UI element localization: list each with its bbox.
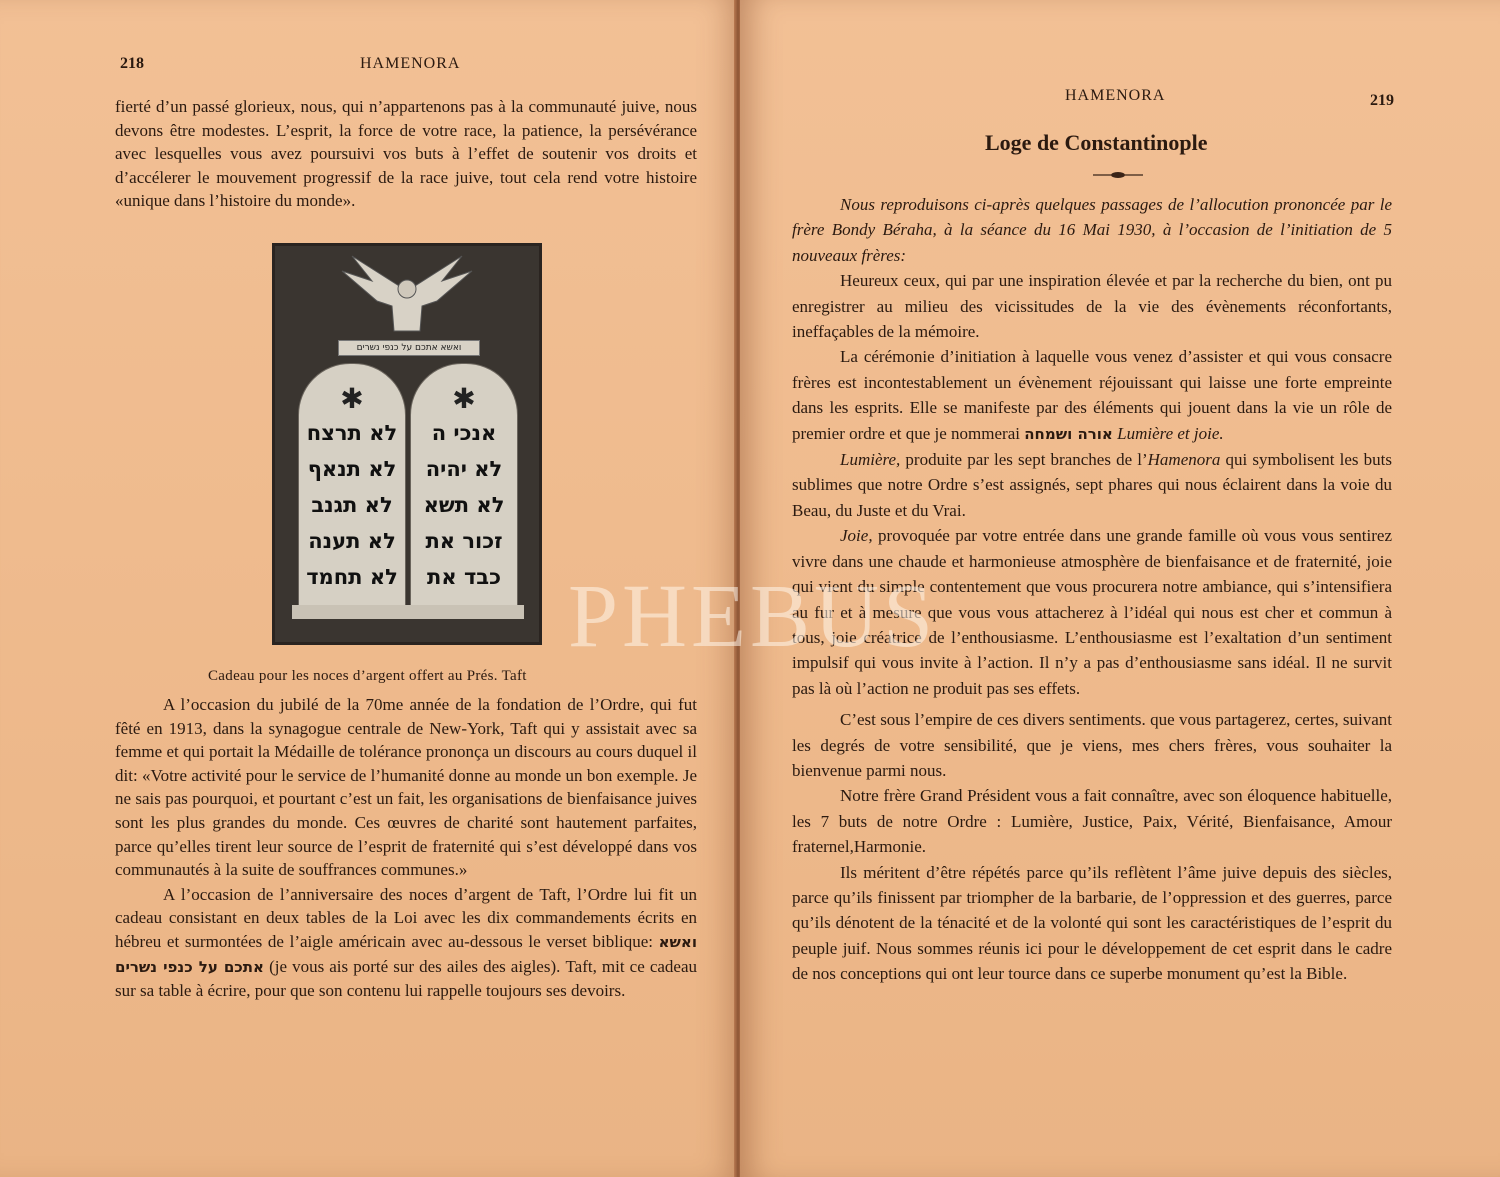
verse-banner: ואשא אתכם על כנפי נשרים: [338, 340, 480, 356]
star-icon: ✱: [340, 384, 364, 415]
italic-text: Hamenora: [1147, 450, 1221, 470]
page-number-right: 219: [1370, 92, 1394, 109]
commandment-line: לא תנאף: [307, 457, 397, 481]
paragraph: Ils méritent d’être répétés parce qu’ils reflètent l’âme juive depuis des siècles, parce qu’ils finissent par triompher de la barbarie, de l’oppression et des guerres, parce qu’ils dénotent de la ténacité et de la volonté qui sont les caractéristiques de l’esprit du peuple juif. Nous sommes réunis ici pour le développement de cet esprit dans le cadre de nos conceptions qui ont leur tource dans ce superbe monument qu’est la Bible.: [792, 862, 1392, 984]
left-column-top: [115, 95, 697, 213]
section-title: Loge de Constantinople: [985, 130, 1208, 155]
hebrew-verse: ואשא אתכם על כנפי נשרים: [115, 932, 697, 976]
page-number-left: 218: [120, 55, 144, 72]
ornament-icon: [1093, 170, 1143, 180]
italic-text: Joie,: [840, 526, 873, 546]
commandment-line: לא תגנב: [311, 493, 393, 517]
running-head-right: HAMENORA: [1065, 87, 1166, 104]
text-run: provoquée par votre entrée dans une grande famille où vous vous sentirez vivre dans une chaude et harmonieuse atmosphère de bienfaisance et de fraternité, joie qui vient du simple contentement que vous procurera notre ambiance, qui s’intensifiera au fur et à mesure que vous vous attacherez à l’idéal qui nous est cher et commun à tous, joie créatrice de l’enthousiasme. L’enthousiasme est l’exaltation d’un sentiment impulsif qui vous invite à l’action. Il n’y a pas d’enthousiasme sans idéal. Il ne survit pas là où l’action ne produit pas ses effets.: [792, 526, 1393, 698]
tablets-photograph: [272, 243, 542, 645]
text-run: La cérémonie d’initiation à laquelle vous venez d’assister et qui vous consacre frères est incontestablement un évènement réjouissant qui laisse une forte empreinte dans les esprits. Elle se manifeste par des éléments qui jouent dans la vie un rôle de premier ordre et que je nommerai: [792, 347, 1392, 443]
tablet-left: [298, 363, 406, 615]
paragraph: Heureux ceux, qui par une inspiration élevée et par la recherche du bien, ont pu enregistrer au milieu des vicissitudes de la vie des évènements réconfortants, ineffaçables de la mémoire.: [792, 271, 1392, 342]
commandment-line: לא תרצח: [306, 421, 398, 445]
paragraph: [115, 883, 697, 1003]
text-run: produite par les sept branches de l’: [905, 450, 1148, 470]
italic-text: Lumière,: [840, 450, 901, 470]
paragraph: C’est sous l’empire de ces divers sentiments. que vous partagerez, certes, suivant les degrés de votre sensibilité, que je viens, mes chers frères, vous souhaiter la bienvenue parmi nous.: [792, 710, 1392, 780]
tablet-pedestal: [292, 605, 524, 619]
image-caption: Cadeau pour les noces d’argent offert au Prés. Taft: [208, 668, 527, 684]
commandment-line: לא תחמד: [306, 565, 398, 589]
running-head-left: HAMENORA: [360, 55, 461, 72]
italic-text: Lumière et joie.: [1117, 423, 1224, 443]
paragraph: A l’occasion du jubilé de la 70me année de la fondation de l’Ordre, qui fut fêté en 1913, dans la synagogue centrale de New-York, Taft qui y assistait avec sa femme et qui portait la Médaille de tolérance prononça un discours au cours duquel il dit: «Votre activité pour le service de l’humanité donne au monde un bon exemple. Je ne sais pas pourquoi, et pourtant c’est un fait, les organisations de bienfaisance juives sont les plus grandes du monde. Ces œuvres de charité sont hautement parfaites, parce qu’elles tirent leur source de l’esprit de fraternité qui s’est développé dans vos communautés à la suite de souffrances communes.»: [115, 695, 697, 880]
paragraph: Notre frère Grand Président vous a fait connaître, avec son éloquence habituelle, les 7 buts de notre Ordre : Lumière, Justice, Paix, Vérité, Bienfaisance, Amour fraternel,Harmonie.: [792, 786, 1392, 857]
star-icon: ✱: [452, 384, 476, 415]
text-run: qui symbolisent les buts sublimes que notre Ordre s’est assignés, sept phares qui nous éclairent dans la voie du Beau, du Juste et du Vrai.: [792, 450, 1393, 520]
hebrew-words: אורה ושמחה: [1024, 424, 1113, 443]
paragraph: fierté d’un passé glorieux, nous, qui n’appartenons pas à la communauté juive, nous devons être modestes. L’esprit, la force de votre race, la patience, la persévérance avec lesquelles vous avez poursuivi vos buts à l’effet de soutenir vos droits et d’accélerer le mouvement progressif de la race juive, tout cela rend votre histoire «unique dans l’histoire du monde».: [115, 97, 697, 211]
commandment-line: לא תשא: [423, 493, 505, 517]
eagle-icon: [332, 251, 482, 339]
paragraph: [792, 344, 1392, 447]
commandment-line: אנכי ה: [431, 421, 497, 445]
watermark: PHEBUS: [568, 567, 938, 666]
text-run: A l’occasion de l’anniversaire des noces d’argent de Taft, l’Ordre lui fit un cadeau consistant en deux tables de la Loi avec les dix commandements écrits en hébreu et surmontées de l’aigle américain avec au-dessous le verset biblique:: [115, 884, 697, 951]
intro-text: Nous reproduisons ci-après quelques passages de l’allocution prononcée par le frère Bondy Béraha, à la séance du 16 Mai 1930, à l’occasion de l’initiation de 5 nouveaux frères:: [792, 195, 1392, 265]
commandment-line: לא יהיה: [425, 457, 503, 481]
commandment-line: לא תענה: [308, 529, 396, 553]
intro-paragraph: [792, 192, 1392, 268]
tablet-right: [410, 363, 518, 615]
commandment-line: זכור את: [425, 529, 503, 553]
text-run: (je vous ais porté sur des ailes des aigles). Taft, mit ce cadeau sur sa table à écrire, pour que son contenu lui rappelle toujours ses devoirs.: [115, 956, 698, 1001]
paragraph: [792, 447, 1392, 523]
left-column-bottom: [115, 693, 697, 1003]
commandment-line: כבד את: [427, 565, 501, 589]
